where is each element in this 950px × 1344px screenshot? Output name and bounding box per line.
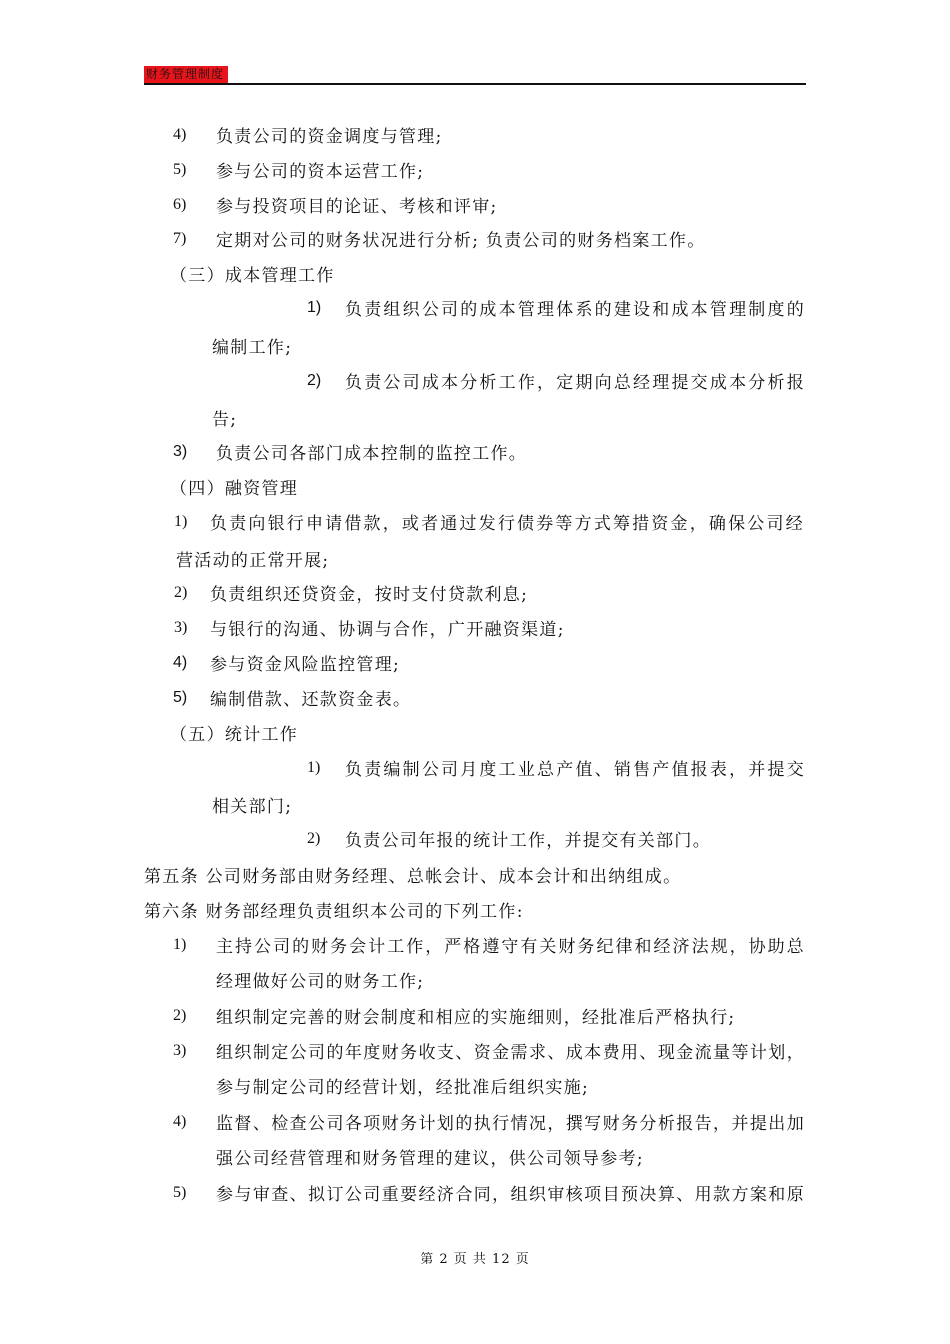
list-number: 2) <box>307 372 322 389</box>
list-number: 3) <box>173 443 188 460</box>
list-number: 1) <box>307 759 321 776</box>
list-number: 2) <box>173 1007 187 1024</box>
list-item-text: 主持公司的财务会计工作，严格遵守有关财务纪律和经济法规，协助总 <box>216 937 805 957</box>
list-item-continuation: 营活动的正常开展; <box>176 551 330 571</box>
list-item-continuation: 强公司经营管理和财务管理的建议，供公司领导参考; <box>216 1149 644 1169</box>
list-number: 4) <box>173 126 187 143</box>
list-item-text: 负责组织公司的成本管理体系的建设和成本管理制度的 <box>345 300 805 320</box>
list-item-text: 参与审查、拟订公司重要经济合同，组织审核项目预决算、用款方案和原 <box>216 1185 805 1205</box>
list-item-text: 参与公司的资本运营工作; <box>216 162 425 182</box>
list-item-continuation: 相关部门; <box>212 797 293 817</box>
article-6: 第六条 财务部经理负责组织本公司的下列工作: <box>144 902 524 922</box>
list-item-text: 负责公司的资金调度与管理; <box>216 127 443 147</box>
list-item-text: 参与投资项目的论证、考核和评审; <box>216 197 498 217</box>
list-number: 4) <box>173 654 188 671</box>
list-item-text: 组织制定完善的财会制度和相应的实施细则，经批准后严格执行; <box>216 1008 736 1028</box>
list-number: 1) <box>174 513 188 530</box>
list-number: 1) <box>307 299 322 316</box>
list-item-text: 负责向银行申请借款，或者通过发行债券等方式筹措资金，确保公司经 <box>210 514 804 534</box>
list-number: 5) <box>173 1184 187 1201</box>
list-number: 5) <box>173 161 187 178</box>
list-number: 3) <box>173 1042 187 1059</box>
list-item-text: 定期对公司的财务状况进行分析; 负责公司的财务档案工作。 <box>216 231 706 251</box>
list-item-continuation: 经理做好公司的财务工作; <box>216 972 425 992</box>
header-rule <box>144 83 806 85</box>
section-heading-cost: （三）成本管理工作 <box>170 266 335 286</box>
list-number: 3) <box>174 619 188 636</box>
list-item-text: 编制借款、还款资金表。 <box>210 690 412 710</box>
list-item-text: 负责编制公司月度工业总产值、销售产值报表，并提交 <box>345 760 805 780</box>
list-item-continuation: 告; <box>212 410 238 430</box>
list-item-text: 负责公司成本分析工作，定期向总经理提交成本分析报 <box>345 373 805 393</box>
list-item-text: 负责组织还贷资金，按时支付贷款利息; <box>210 585 529 605</box>
list-number: 7) <box>173 230 187 247</box>
page-footer: 第 2 页 共 12 页 <box>420 1252 530 1267</box>
article-5: 第五条 公司财务部由财务经理、总帐会计、成本会计和出纳组成。 <box>144 867 682 887</box>
list-number: 1) <box>173 936 187 953</box>
header-document-tag: 财务管理制度 <box>144 66 228 83</box>
list-number: 4) <box>173 1113 187 1130</box>
list-number: 2) <box>174 584 188 601</box>
list-number: 5) <box>173 689 188 706</box>
list-item-text: 与银行的沟通、协调与合作，广开融资渠道; <box>210 620 565 640</box>
list-item-text: 参与资金风险监控管理; <box>210 655 401 675</box>
list-item-text: 负责公司各部门成本控制的监控工作。 <box>216 444 528 464</box>
list-item-continuation: 参与制定公司的经营计划，经批准后组织实施; <box>216 1078 590 1098</box>
list-item-continuation: 编制工作; <box>212 338 293 358</box>
list-number: 2) <box>307 830 321 847</box>
section-heading-financing: （四）融资管理 <box>170 479 299 499</box>
list-item-text: 负责公司年报的统计工作，并提交有关部门。 <box>345 831 711 851</box>
list-number: 6) <box>173 196 187 213</box>
list-item-text: 组织制定公司的年度财务收支、资金需求、成本费用、现金流量等计划， <box>216 1043 805 1063</box>
section-heading-statistics: （五）统计工作 <box>170 725 299 745</box>
list-item-text: 监督、检查公司各项财务计划的执行情况，撰写财务分析报告，并提出加 <box>216 1114 805 1134</box>
